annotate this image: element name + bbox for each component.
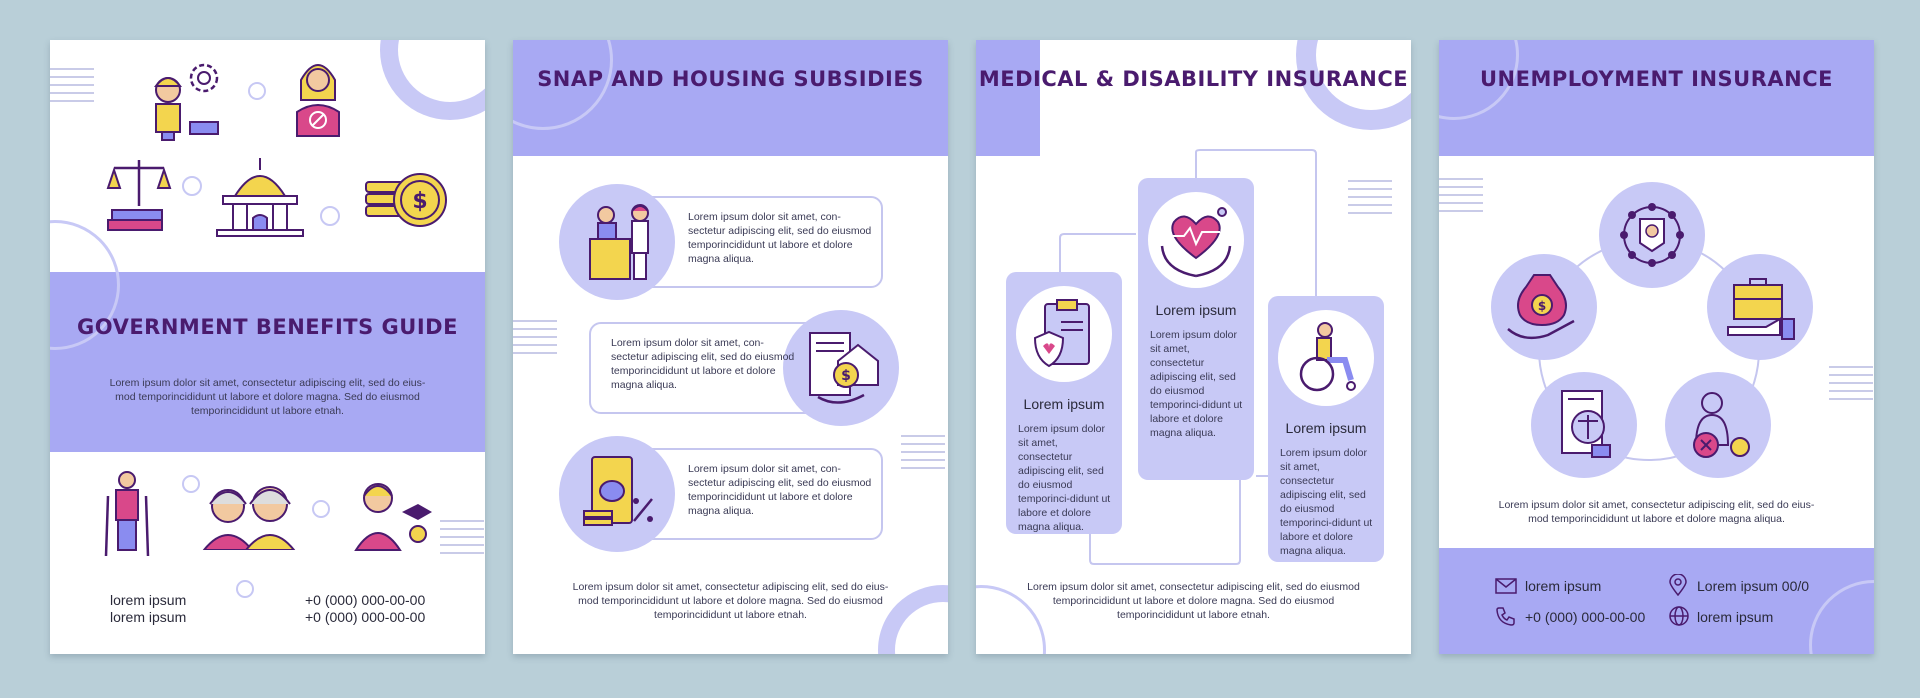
contact-web: lorem ipsum [1697, 609, 1774, 625]
svg-text:$: $ [841, 368, 851, 384]
woman-no-money-icon [293, 54, 343, 140]
decor-ring [320, 206, 340, 226]
crutches-person-icon [102, 470, 152, 560]
food-counter-icon [574, 199, 660, 285]
item-text: Lorem ipsum dolor sit amet, con-sectetur adipiscing elit, sed do eiusmod temporincididunt ut labore et dolore magna aliqua. [611, 337, 795, 391]
decor-stripes [50, 68, 94, 108]
column-title: Lorem ipsum [1023, 396, 1105, 412]
decor-ring [248, 82, 266, 100]
decor-stripes [1439, 178, 1483, 218]
globe-icon [1669, 606, 1689, 626]
brochure-panel-snap-housing [513, 40, 948, 654]
contact-phone: +0 (000) 000-00-00 [1525, 609, 1646, 625]
item-icon-circle [559, 184, 675, 300]
elderly-couple-icon [200, 480, 300, 550]
column-title: Lorem ipsum [1155, 302, 1237, 318]
coins-icon [362, 168, 452, 234]
briefcase-hand-icon [1720, 267, 1800, 347]
housing-subsidy-icon [798, 325, 884, 411]
info-column [1138, 178, 1254, 480]
contact-label: lorem ipsum [110, 609, 187, 625]
column-text: Lorem ipsum dolor sit amet, consectetur adipiscing elit, sed do eiusmod temporinci-didunt ut labore et dolore magna aliqua. [1018, 423, 1111, 533]
svg-text:$: $ [1537, 299, 1547, 313]
brochure-panel-medical-disability [976, 40, 1411, 654]
legal-document-icon [1544, 385, 1624, 465]
decor-stripes [1829, 366, 1873, 406]
cycle-icon-circle [1665, 372, 1771, 478]
intro-text: Lorem ipsum dolor sit amet, consectetur adipiscing elit, sed do eius-mod temporincididunt ut labore et dolore magna. Sed do eiusmod temporincididunt ut labore etnah. [109, 377, 426, 417]
footer-text: Lorem ipsum dolor sit amet, consectetur adipiscing elit, sed do eiusmod temporincididunt ut labore et dolore magna. Sed do eiusmod temporincididunt ut labore etnah. [1027, 581, 1360, 621]
cycle-icon-circle [1491, 254, 1597, 360]
item-text: Lorem ipsum dolor sit amet, con-sectetur adipiscing elit, sed do eiusmod temporincididunt ut labore et dolore magna aliqua. [688, 463, 872, 517]
svg-text:$: $ [412, 189, 428, 214]
section-title: MEDICAL & DISABILITY INSURANCE [978, 67, 1409, 91]
clipboard-shield-icon [1029, 296, 1099, 372]
mail-icon [1495, 578, 1517, 594]
item-icon-circle [559, 436, 675, 552]
phone-icon [1495, 606, 1515, 626]
decor-stripes [901, 435, 945, 475]
contact-label: lorem ipsum [110, 592, 187, 608]
cycle-icon-circle [1599, 182, 1705, 288]
no-income-icon [1678, 385, 1758, 465]
law-scales-icon [106, 156, 172, 236]
decor-ring [312, 500, 330, 518]
decor-ring [236, 580, 254, 598]
body-text: Lorem ipsum dolor sit amet, consectetur adipiscing elit, sed do eius-mod temporincididunt ut labore et dolore magna aliqua. [1498, 499, 1815, 525]
decor-stripes [513, 320, 557, 360]
column-icon-circle [1148, 192, 1244, 288]
contact-phone: +0 (000) 000-00-00 [305, 592, 426, 608]
contact-address: Lorem ipsum 00/0 [1697, 578, 1810, 594]
column-text: Lorem ipsum dolor sit amet, consectetur adipiscing elit, sed do eiusmod temporinci-didunt ut labore et dolore magna aliqua. [1280, 447, 1373, 557]
heart-hands-icon [1156, 200, 1236, 280]
location-icon [1669, 574, 1687, 596]
decor-ring [182, 475, 200, 493]
info-column [1006, 272, 1122, 534]
decor-ring [182, 176, 202, 196]
column-icon-circle [1278, 310, 1374, 406]
decor-stripes [440, 520, 484, 560]
column-text: Lorem ipsum dolor sit amet, consectetur adipiscing elit, sed do eiusmod temporinci-didunt ut labore et dolore magna aliqua. [1150, 329, 1243, 439]
money-bag-hand-icon [1504, 267, 1584, 347]
capitol-building-icon [215, 156, 305, 240]
worker-gear-icon [148, 52, 228, 142]
graduate-icon [354, 476, 434, 552]
info-column [1268, 296, 1384, 562]
page-title: GOVERNMENT BENEFITS GUIDE [77, 315, 458, 339]
item-text: Lorem ipsum dolor sit amet, con-sectetur adipiscing elit, sed do eiusmod temporincididunt ut labore et dolore magna aliqua. [688, 211, 872, 265]
contact-phone: +0 (000) 000-00-00 [305, 609, 426, 625]
network-person-icon [1612, 195, 1692, 275]
wheelchair-icon [1291, 320, 1361, 396]
cycle-icon-circle [1707, 254, 1813, 360]
brochure-panel-benefits-guide [50, 40, 485, 654]
section-title: SNAP AND HOUSING SUBSIDIES [537, 67, 924, 91]
column-title: Lorem ipsum [1285, 420, 1367, 436]
brochure-panel-unemployment [1439, 40, 1874, 654]
cycle-icon-circle [1531, 372, 1637, 478]
section-title: UNEMPLOYMENT INSURANCE [1480, 67, 1833, 91]
contact-email: lorem ipsum [1525, 578, 1602, 594]
footer-text: Lorem ipsum dolor sit amet, consectetur adipiscing elit, sed do eius-mod temporincididunt ut labore et dolore magna. Sed do eiusmod temporincididunt ut labore etnah. [572, 581, 889, 621]
column-icon-circle [1016, 286, 1112, 382]
cash-discount-icon [574, 451, 660, 537]
